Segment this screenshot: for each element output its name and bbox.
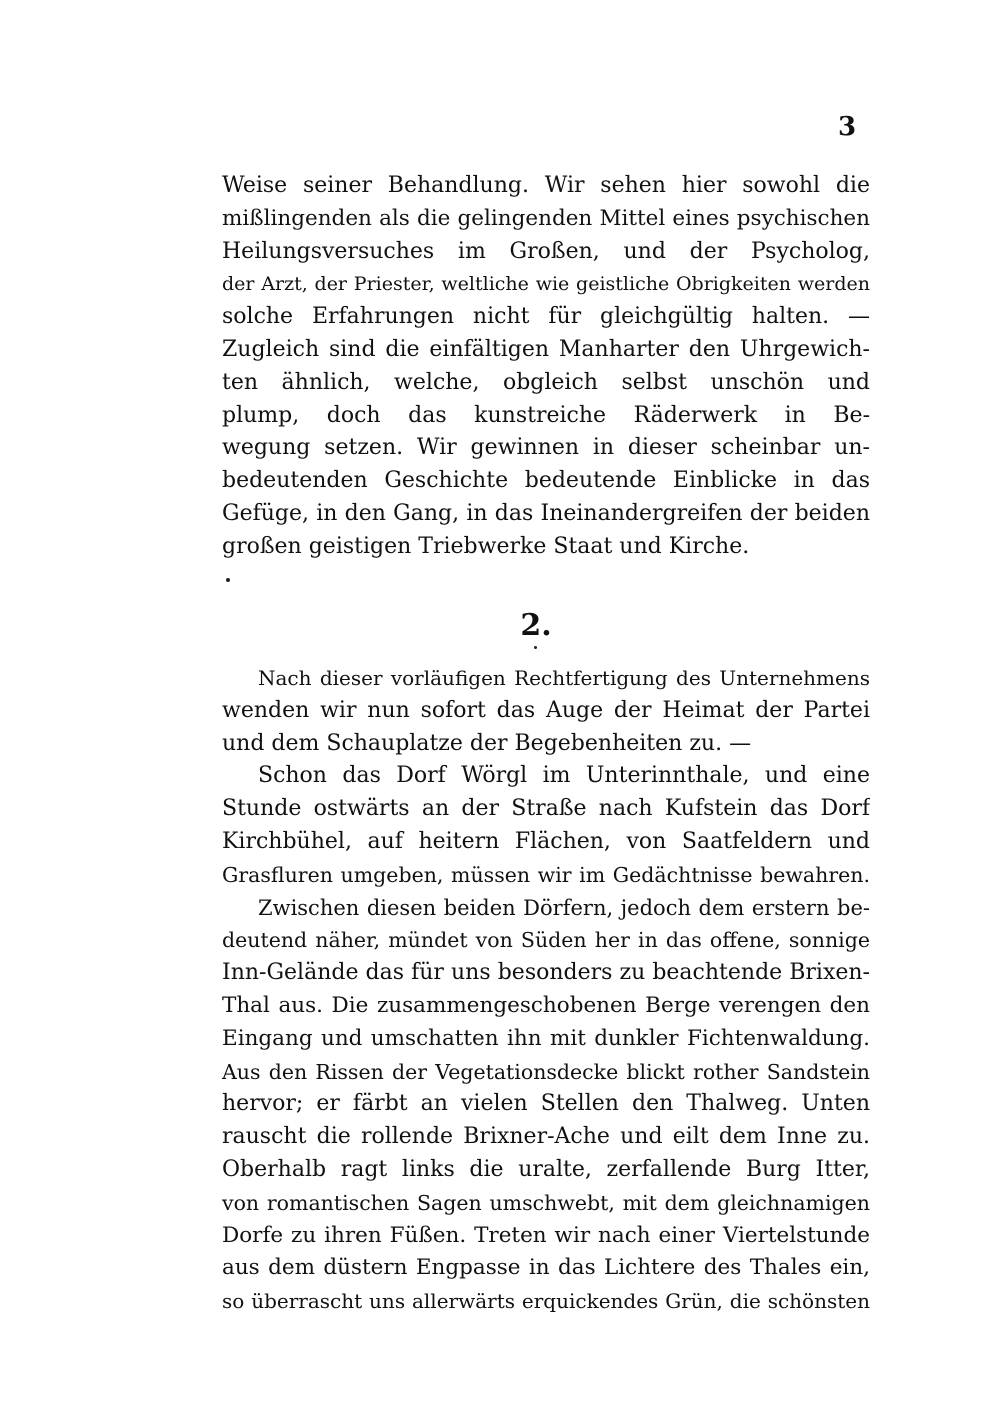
text-line: der Arzt, der Priester, weltliche wie geistliche Obrigkeiten werden <box>222 273 870 296</box>
page-number: 3 <box>838 112 857 142</box>
text-line: Nach dieser vorläufigen Rechtfertigung des Unternehmens <box>258 666 870 690</box>
text-line: und dem Schauplatze der Begebenheiten zu. — <box>222 730 752 756</box>
text-line: Zwischen diesen beiden Dörfern, jedoch dem erstern be- <box>258 895 870 920</box>
text-line: hervor; er färbt an vielen Stellen den Thalweg. Unten <box>222 1091 870 1117</box>
text-line: Grasfluren umgeben, müssen wir im Gedächtnisse bewahren. <box>222 862 870 887</box>
text-line: Kirchbühel, auf heitern Flächen, von Saatfeldern und <box>222 828 870 854</box>
text-line: wenden wir nun sofort das Auge der Heimat der Partei <box>222 697 870 723</box>
text-line: Weise seiner Behandlung. Wir sehen hier sowohl die <box>222 173 870 198</box>
text-line: Thal aus. Die zusammengeschobenen Berge verengen den <box>222 992 870 1018</box>
text-line: aus dem düstern Engpasse in das Lichtere des Thales ein, <box>222 1255 870 1281</box>
text-line: Heilungsversuches im Großen, und der Psycholog, <box>222 238 870 264</box>
paragraph-continued <box>222 170 870 564</box>
text-line: wegung setzen. Wir gewinnen in dieser scheinbar un- <box>222 435 870 461</box>
text-line: deutend näher, mündet von Süden her in das offene, sonnige <box>222 928 870 953</box>
text-line: Dorfe zu ihren Füßen. Treten wir nach einer Viertelstunde <box>222 1222 870 1248</box>
text-line: bedeutenden Geschichte bedeutende Einblicke in das <box>222 468 870 494</box>
text-line: Schon das Dorf Wörgl im Unterinnthale, und eine <box>258 763 870 789</box>
text-line: so überrascht uns allerwärts erquickendes Grün, die schönsten <box>222 1289 870 1314</box>
text-line: Gefüge, in den Gang, in das Ineinandergreifen der beiden <box>222 500 870 526</box>
text-line: rauscht die rollende Brixner-Ache und eilt dem Inne zu. <box>222 1124 870 1150</box>
text-line: Eingang und umschatten ihn mit dunkler Fichtenwaldung. <box>222 1025 870 1051</box>
text-line: Oberhalb ragt links die uralte, zerfallende Burg Itter, <box>222 1156 870 1182</box>
section-number: 2. <box>520 608 552 643</box>
text-line: plump, doch das kunstreiche Räderwerk in Be- <box>222 402 870 428</box>
print-speck <box>534 646 537 649</box>
text-line: Aus den Rissen der Vegetationsdecke blickt rother Sandstein <box>222 1059 870 1084</box>
section-body <box>222 662 870 1318</box>
text-line: solche Erfahrungen nicht für gleichgültig halten. — <box>222 304 870 330</box>
text-line: von romantischen Sagen umschwebt, mit dem gleichnamigen <box>222 1190 870 1215</box>
text-line: mißlingenden als die gelingenden Mittel eines psychischen <box>222 205 870 231</box>
print-speck <box>226 578 230 582</box>
text-line: Zugleich sind die einfältigen Manharter den Uhrgewich- <box>222 336 870 362</box>
text-line: Stunde ostwärts an der Straße nach Kufstein das Dorf <box>222 796 870 822</box>
text-line: ten ähnlich, welche, obgleich selbst unschön und <box>222 369 870 395</box>
text-line: großen geistigen Triebwerke Staat und Kirche. <box>222 533 750 559</box>
text-line: Inn-Gelände das für uns besonders zu beachtende Brixen- <box>222 960 870 986</box>
